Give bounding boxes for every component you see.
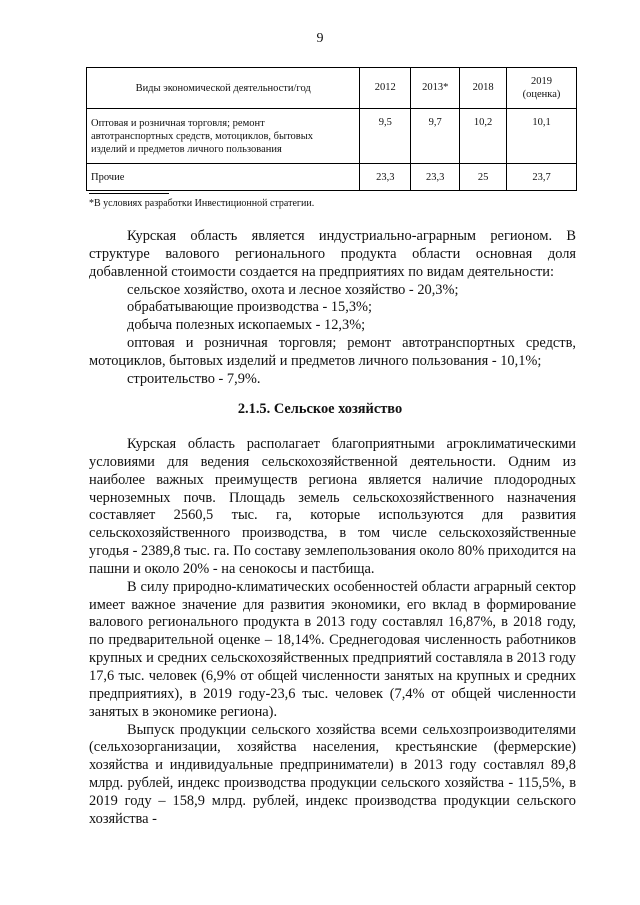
year-header-2013: 2013* <box>411 68 460 109</box>
economic-activity-table <box>86 67 577 191</box>
activity-column-header: Виды экономической деятельности/год <box>87 68 360 109</box>
intro-paragraph: Курская область является индустриально-аграрным регионом. В структуре валового регионального продукта области основная доля добавленной стоимости создается на предприятиях по видам деятельности: <box>89 228 576 280</box>
value-cell: 9,5 <box>360 109 411 164</box>
value-cell: 10,1 <box>507 109 577 164</box>
footnote-divider <box>89 193 169 194</box>
value-cell: 9,7 <box>411 109 460 164</box>
activity-line: Оптовая и розничная торговля; ремонт <box>91 118 265 129</box>
value-cell: 23,7 <box>507 164 577 191</box>
section-body <box>89 436 576 829</box>
list-item: сельское хозяйство, охота и лесное хозяйство - 20,3%; <box>127 281 459 298</box>
body-paragraph-2: В силу природно-климатических особенностей области аграрный сектор имеет важное значение для развития экономики, его вклад в формирование валового регионального продукта в 2013 году составлял 16,87%, в 2018 году, по предварительной оценке – 18,14%. Среднегодовая численность работников крупных и средних сельскохозяйственных предприятий составляла в 2013 году 17,6 тыс. человек (6,9% от общей численности занятых на крупных и средних предприятиях), в 2019 году-23,6 тыс. человек (7,4% от общей численности занятых в экономике региона). <box>89 578 576 720</box>
year-2019-label: 2019 <box>531 75 553 87</box>
page-number: 9 <box>316 31 324 46</box>
intro-section <box>89 228 576 389</box>
list-item: строительство - 7,9%. <box>127 370 261 387</box>
list-item-long: оптовая и розничная торговля; ремонт автотранспортных средств, мотоциклов, бытовых изделий и предметов личного пользования - 10,1%; <box>89 335 576 369</box>
year-2019-note: (оценка) <box>522 88 561 100</box>
value-cell: 23,3 <box>360 164 411 191</box>
activity-cell <box>87 109 360 164</box>
body-paragraph-3: Выпуск продукции сельского хозяйства всеми сельхозпроизводителями (сельхозорганизации, хозяйства населения, крестьянские (фермерские) хозяйства и индивидуальные предприниматели) в 2013 году составлял 89,8 млрд. рублей, индекс производства продукции сельского хозяйства - 115,5%, в 2019 году – 158,9 млрд. рублей, индекс производства продукции сельского хозяйства - <box>89 721 576 827</box>
value-cell: 10,2 <box>460 109 507 164</box>
table-header-row <box>87 68 577 109</box>
activity-line: автотранспортных средств, мотоциклов, бытовых <box>91 131 314 142</box>
activity-line: изделий и предметов личного пользования <box>91 144 282 155</box>
body-paragraph-1: Курская область располагает благоприятными агроклиматическими условиями для ведения сельскохозяйственной деятельности. Одним из наиболее важных преимуществ региона является наличие плодородных черноземных почв. Площадь земель сельскохозяйственного назначения составляет 2560,5 тыс. га, которые используются для развития сельскохозяйственного производства, в том числе сельскохозяйственные угодья - 2389,8 тыс. га. По составу землепользования около 80% приходится на пашни и около 20% - на сенокосы и пастбища. <box>89 436 576 577</box>
section-title: 2.1.5. Сельское хозяйство <box>237 401 403 417</box>
year-header-2012: 2012 <box>360 68 411 109</box>
footnote: *В условиях разработки Инвестиционной стратегии. <box>89 198 315 209</box>
value-cell: 23,3 <box>411 164 460 191</box>
year-header-2018: 2018 <box>460 68 507 109</box>
table-row <box>87 164 577 191</box>
table-row <box>87 109 577 164</box>
list-item: обрабатывающие производства - 15,3%; <box>127 299 373 316</box>
value-cell: 25 <box>460 164 507 191</box>
list-item: добыча полезных ископаемых - 12,3%; <box>127 317 366 334</box>
activity-cell: Прочие <box>87 164 360 191</box>
year-header-2019 <box>507 68 577 109</box>
